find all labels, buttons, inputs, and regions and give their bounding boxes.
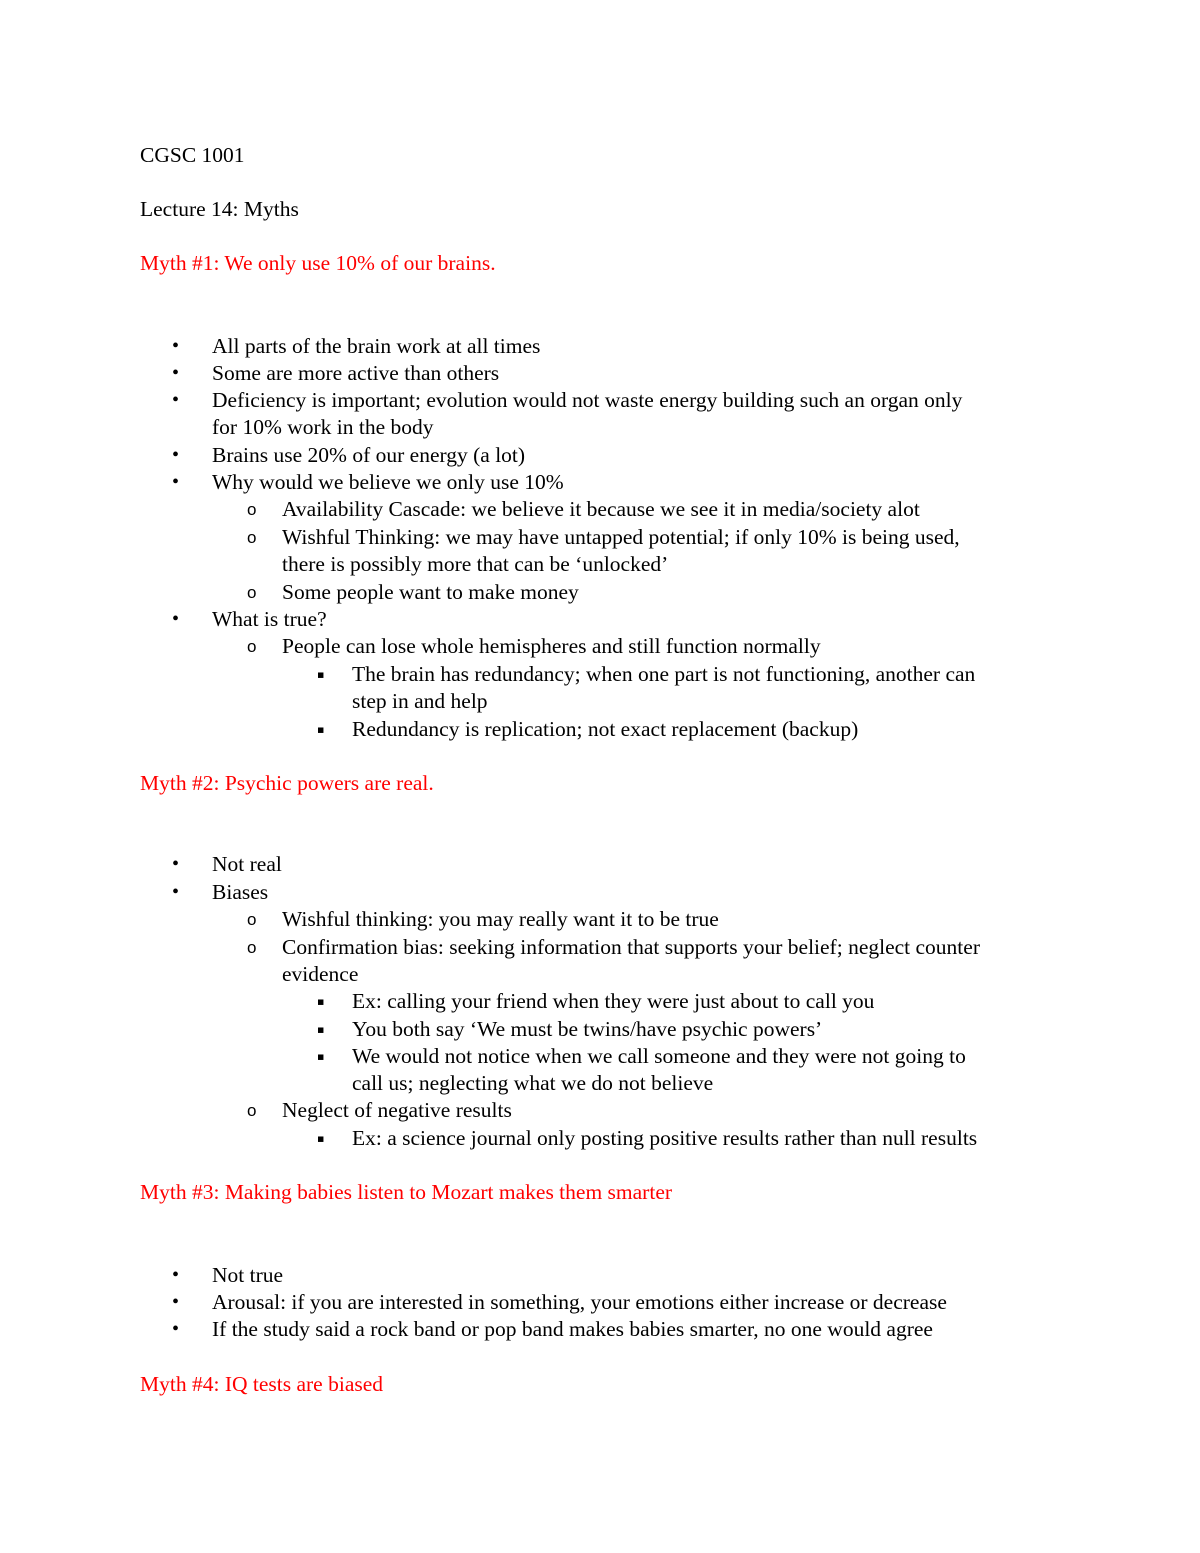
- bullet-circle: o: [247, 528, 257, 547]
- list-item: Arousal: if you are interested in something, your emotions either increase or decrease: [212, 1290, 947, 1314]
- bullet-square: ▪: [317, 1023, 325, 1036]
- list-item: Deficiency is important; evolution would not waste energy building such an organ only: [212, 388, 963, 412]
- bullet-disc: •: [172, 444, 180, 466]
- list-item: Availability Cascade: we believe it because we see it in media/society alot: [282, 497, 920, 521]
- list-item: If the study said a rock band or pop band makes babies smarter, no one would agree: [212, 1317, 933, 1341]
- list-item: Some are more active than others: [212, 361, 500, 385]
- list-item: People can lose whole hemispheres and still function normally: [282, 634, 821, 658]
- list-item: All parts of the brain work at all times: [212, 334, 541, 358]
- bullet-circle: o: [247, 938, 257, 957]
- bullet-disc: •: [172, 1264, 180, 1286]
- list-item: Ex: a science journal only posting positive results rather than null results: [352, 1126, 978, 1150]
- myth-1-heading: Myth #1: We only use 10% of our brains.: [140, 251, 496, 275]
- myth-4-heading: Myth #4: IQ tests are biased: [140, 1372, 384, 1396]
- list-item: What is true?: [212, 607, 327, 631]
- list-item-continued: for 10% work in the body: [212, 415, 434, 439]
- list-item: We would not notice when we call someone and they were not going to: [352, 1044, 966, 1068]
- bullet-circle: o: [247, 637, 257, 656]
- bullet-disc: •: [172, 608, 180, 630]
- list-item: Biases: [212, 880, 269, 904]
- list-item: The brain has redundancy; when one part is not functioning, another can: [352, 662, 976, 686]
- bullet-circle: o: [247, 910, 257, 929]
- list-item-continued: step in and help: [352, 689, 488, 713]
- bullet-square: ▪: [317, 995, 325, 1008]
- bullet-disc: •: [172, 881, 180, 903]
- myth-2-heading: Myth #2: Psychic powers are real.: [140, 771, 434, 795]
- list-item: Brains use 20% of our energy (a lot): [212, 443, 526, 467]
- list-item-continued: call us; neglecting what we do not believe: [352, 1071, 714, 1095]
- myth-3-heading: Myth #3: Making babies listen to Mozart makes them smarter: [140, 1180, 673, 1204]
- bullet-square: ▪: [317, 723, 325, 736]
- lecture-title: Lecture 14: Myths: [140, 197, 299, 221]
- list-item: Not true: [212, 1263, 284, 1287]
- list-item: Ex: calling your friend when they were just about to call you: [352, 989, 875, 1013]
- bullet-circle: o: [247, 500, 257, 519]
- bullet-disc: •: [172, 389, 180, 411]
- list-item: Wishful Thinking: we may have untapped potential; if only 10% is being used,: [282, 525, 960, 549]
- bullet-disc: •: [172, 1291, 180, 1313]
- bullet-disc: •: [172, 362, 180, 384]
- bullet-disc: •: [172, 853, 180, 875]
- list-item: Neglect of negative results: [282, 1098, 512, 1122]
- list-item: Not real: [212, 852, 282, 876]
- bullet-disc: •: [172, 471, 180, 493]
- list-item: Confirmation bias: seeking information that supports your belief; neglect counter: [282, 935, 980, 959]
- list-item-continued: there is possibly more that can be ‘unlocked’: [282, 552, 669, 576]
- list-item: Why would we believe we only use 10%: [212, 470, 564, 494]
- bullet-square: ▪: [317, 1050, 325, 1063]
- list-item: Wishful thinking: you may really want it to be true: [282, 907, 719, 931]
- bullet-square: ▪: [317, 1132, 325, 1145]
- course-code: CGSC 1001: [140, 143, 245, 167]
- list-item-continued: evidence: [282, 962, 359, 986]
- bullet-circle: o: [247, 583, 257, 602]
- list-item: Redundancy is replication; not exact replacement (backup): [352, 717, 859, 741]
- bullet-circle: o: [247, 1101, 257, 1120]
- list-item: Some people want to make money: [282, 580, 579, 604]
- bullet-square: ▪: [317, 668, 325, 681]
- bullet-disc: •: [172, 1318, 180, 1340]
- list-item: You both say ‘We must be twins/have psychic powers’: [352, 1017, 823, 1041]
- bullet-disc: •: [172, 335, 180, 357]
